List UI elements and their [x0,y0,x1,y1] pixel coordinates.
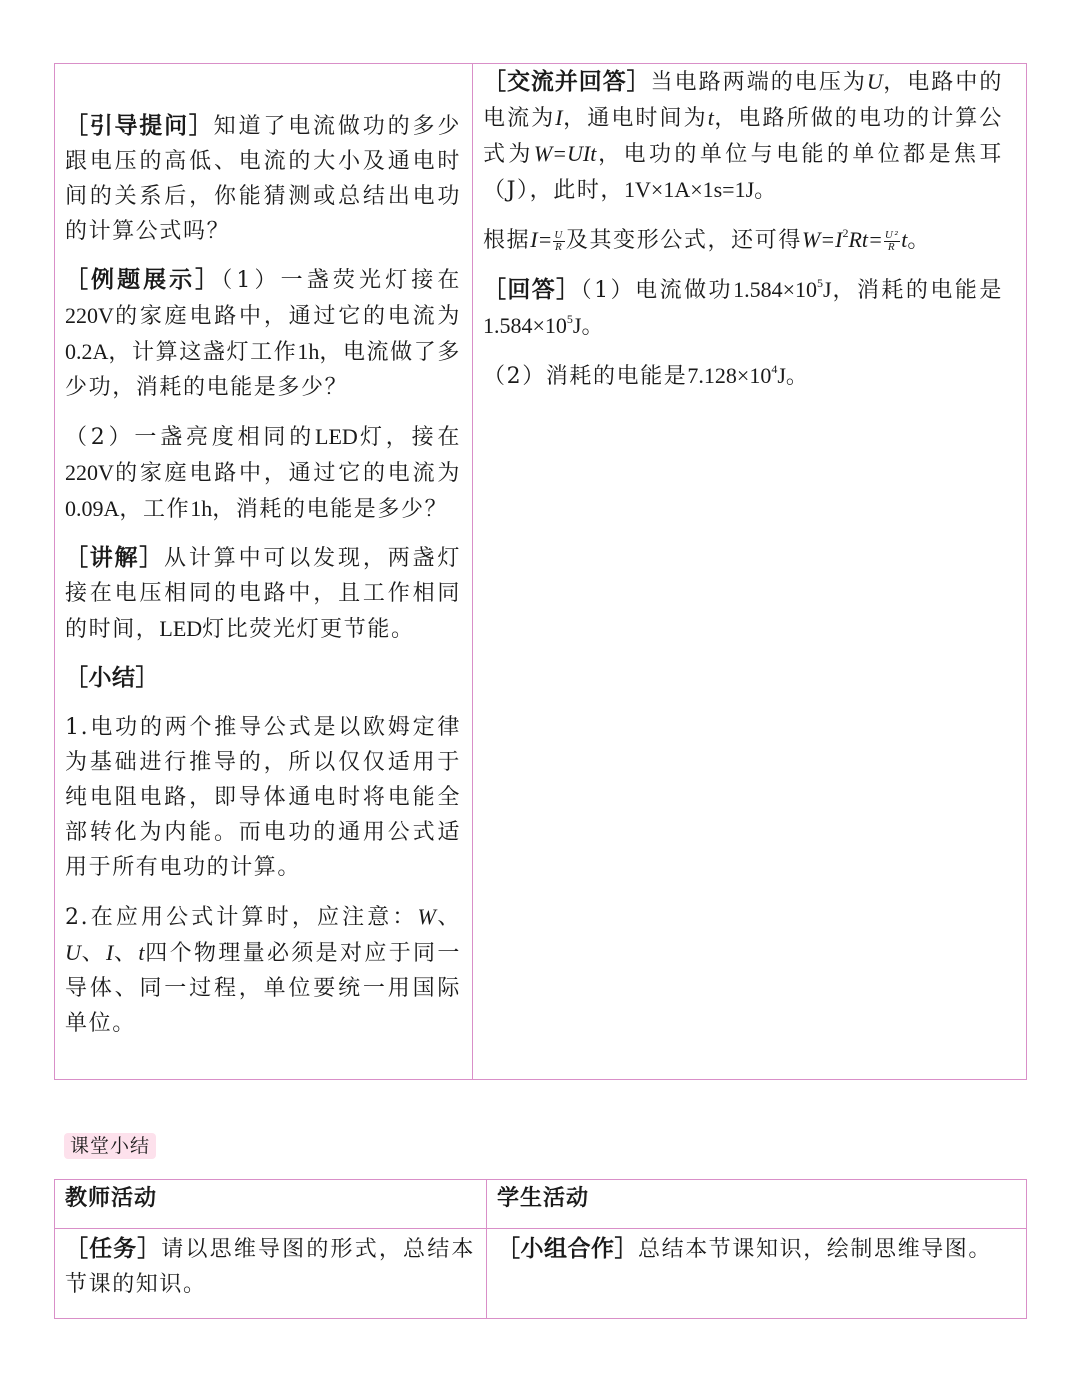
column-divider [486,1180,487,1318]
explanation: ［讲解］从计算中可以发现，两盏灯接在电压相同的电路中，且工作相同的时间，LED灯比荧光灯更节能。 [65,545,462,642]
fraction-u2-over-r: $\frac{\text{U²}}{R}$ [884,228,900,253]
header-divider [55,1228,1026,1229]
teacher-task: ［任务］请以思维导图的形式，总结本节课的知识。 [65,1236,475,1297]
header-student: 学生活动 [497,1186,590,1211]
header-teacher: 教师活动 [65,1186,158,1211]
summary-heading: ［小结］ [65,665,159,691]
lesson-table [54,63,1027,1080]
fraction-u-over-r: $\frac{U}{R}$ [554,228,564,253]
column-divider [472,64,473,1079]
answer-2: （2）消耗的电能是$7.128\times 10^4J$。 [483,362,810,389]
guide-question: ［引导提问］知道了电流做功的多少跟电压的高低、电流的大小及通电时间的关系后，你能猜测或总结出电功的计算公式吗？ [65,113,461,244]
student-task-cell [497,1232,1017,1281]
example-2: （2）一盏亮度相同的LED灯，接在220V的家庭电路中，通过它的电流为0.09A，工作1h，消耗的电能是多少？ [65,424,462,522]
teacher-task-cell [65,1232,475,1316]
exchange-answer: ［交流并回答］当电路两端的电压为U，电路中的电流为I，通电时间为t，电路所做的电功的计算公式为W=UIt，电功的单位与电能的单位都是焦耳（J），此时，1V×1A×1s=1J。 [483,69,1004,203]
student-task: ［小组合作］总结本节课知识，绘制思维导图。 [497,1236,993,1262]
answer-1: ［回答］（1）电流做功$1.584\times 10^5J$，消耗的电能是$1.584\times 10^5J$。 [483,276,1004,339]
teacher-cell [65,109,461,1055]
summary-table [54,1179,1027,1319]
summary-point-2: 2.在应用公式计算时，应注意：W、U、I、t四个物理量必须是对应于同一导体、同一过程，单位要统一用国际单位。 [65,904,461,1036]
student-cell [483,64,1003,408]
section-label: 课堂小结 [64,1133,156,1159]
summary-point-1: 1.电功的两个推导公式是以欧姆定律为基础进行推导的，所以仅仅适用于纯电阻电路，即导体通电时将电能全部转化为内能。而电功的通用公式适用于所有电功的计算。 [65,715,461,880]
example-1: ［例题展示］（1）一盏荧光灯接在220V的家庭电路中，通过它的电流为0.2A，计算这盏灯工作1h，电流做了多少功，消耗的电能是多少？ [65,267,462,400]
derived-formula: 根据I= $\frac{U}{R}$ 及其变形公式，还可得$W=I^2Rt=$ $\frac{\text{U²}}{R}$ t。 [483,226,932,253]
